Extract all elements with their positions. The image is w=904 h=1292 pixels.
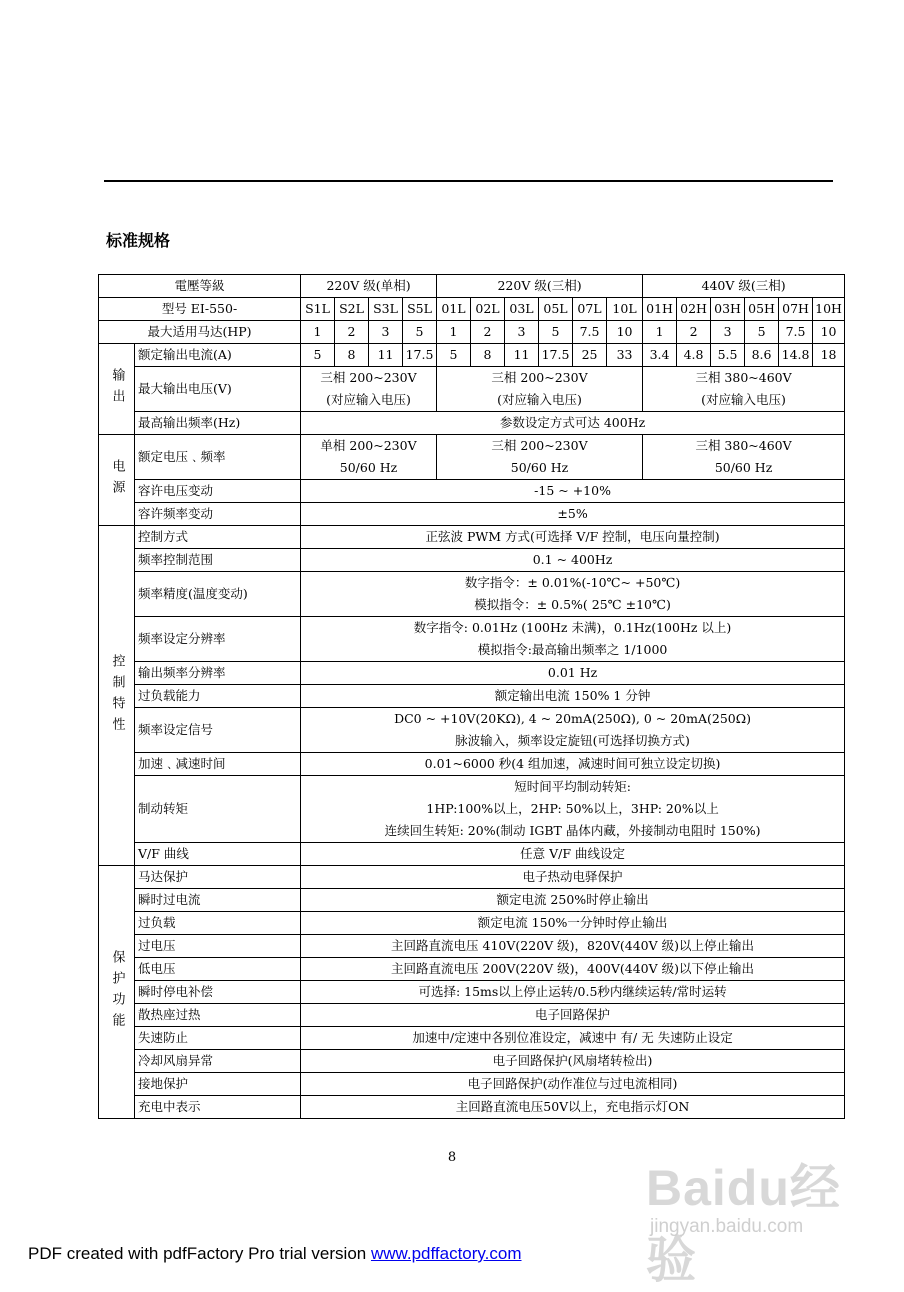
overload-label: 过负载能力 xyxy=(135,685,301,708)
model-cell: 02H xyxy=(677,298,711,321)
rated-current-cell: 3.4 xyxy=(643,344,677,367)
max-voltage-line1: 三相 380~460V xyxy=(695,370,792,385)
freq-signal-line2: 脉波输入，频率设定旋钮(可选择切换方式) xyxy=(455,733,690,748)
freq-res-value xyxy=(301,617,845,662)
power-section-label: 电源 xyxy=(99,435,135,526)
watermark-logo: Baidu经验 xyxy=(646,1160,841,1288)
vf-row xyxy=(99,843,845,866)
max-voltage-line2: (对应输入电压) xyxy=(497,392,582,407)
max-motor-cell: 1 xyxy=(437,321,471,344)
freq-signal-line1: DC0 ~ +10V(20KΩ), 4 ~ 20mA(250Ω), 0 ~ 20mA(250Ω) xyxy=(394,711,751,726)
top-rule xyxy=(104,180,833,182)
freq-res-digital: 数字指令: 0.01Hz (100Hz 未满)，0.1Hz(100Hz 以上) xyxy=(413,620,732,635)
max-voltage-label: 最大输出电压(V) xyxy=(135,367,301,412)
voltage-var-value: -15 ~ +10% xyxy=(301,480,845,503)
max-voltage-line1: 三相 200~230V xyxy=(491,370,588,385)
protection-value: 主回路直流电压50V以上，充电指示灯ON xyxy=(301,1096,845,1119)
power-rated-label: 额定电压﹑频率 xyxy=(135,435,301,480)
brake-label: 制动转矩 xyxy=(135,776,301,843)
model-cell: 05H xyxy=(745,298,779,321)
rated-current-cell: 14.8 xyxy=(779,344,813,367)
freq-accuracy-row xyxy=(99,572,845,617)
protection-value: 电子回路保护 xyxy=(301,1004,845,1027)
pdf-footer xyxy=(28,1244,522,1264)
voltage-class-label: 電壓等級 xyxy=(99,275,301,298)
rated-current-cell: 5.5 xyxy=(711,344,745,367)
freq-range-value: 0.1 ~ 400Hz xyxy=(301,549,845,572)
model-cell: 07H xyxy=(779,298,813,321)
max-motor-cell: 5 xyxy=(539,321,573,344)
protection-row xyxy=(99,981,845,1004)
brake-row xyxy=(99,776,845,843)
control-method-row xyxy=(99,526,845,549)
baidu-watermark xyxy=(640,1140,860,1288)
accel-value: 0.01~6000 秒(4 组加速，减速时间可独立设定切换) xyxy=(301,753,845,776)
out-freq-res-row xyxy=(99,662,845,685)
model-cell: 03L xyxy=(505,298,539,321)
protection-label: 散热座过热 xyxy=(135,1004,301,1027)
protection-row xyxy=(99,1050,845,1073)
rated-current-row xyxy=(99,344,845,367)
class-220-three: 220V 级(三相) xyxy=(437,275,643,298)
model-cell: 10H xyxy=(813,298,845,321)
protection-row xyxy=(99,889,845,912)
freq-range-label: 频率控制范围 xyxy=(135,549,301,572)
rated-current-cell: 18 xyxy=(813,344,845,367)
max-motor-cell: 10 xyxy=(607,321,643,344)
power-rated-line2: 50/60 Hz xyxy=(339,460,398,475)
freq-signal-value xyxy=(301,708,845,753)
protection-label: 过负载 xyxy=(135,912,301,935)
max-motor-cell: 7.5 xyxy=(573,321,607,344)
protection-row xyxy=(99,958,845,981)
overload-value: 额定输出电流 150% 1 分钟 xyxy=(301,685,845,708)
voltage-var-row xyxy=(99,480,845,503)
max-motor-cell: 7.5 xyxy=(779,321,813,344)
max-voltage-line2: (对应输入电压) xyxy=(326,392,411,407)
protection-label: 充电中表示 xyxy=(135,1096,301,1119)
model-cell: 05L xyxy=(539,298,573,321)
vf-label: V/F 曲线 xyxy=(135,843,301,866)
rated-current-cell: 5 xyxy=(301,344,335,367)
freq-accuracy-analog: 模拟指令：± 0.5%( 25℃ ±10℃) xyxy=(474,597,671,612)
max-motor-cell: 10 xyxy=(813,321,845,344)
protection-row xyxy=(99,1096,845,1119)
max-freq-value: 参数设定方式可达 400Hz xyxy=(301,412,845,435)
power-rated-220-three xyxy=(437,435,643,480)
model-cell: S5L xyxy=(403,298,437,321)
spec-table xyxy=(98,274,845,1119)
rated-current-cell: 17.5 xyxy=(403,344,437,367)
max-voltage-line2: (对应输入电压) xyxy=(701,392,786,407)
control-section-label: 控制特性 xyxy=(99,526,135,866)
protection-label: 接地保护 xyxy=(135,1073,301,1096)
max-voltage-440-three xyxy=(643,367,845,412)
power-rated-line1: 单相 200~230V xyxy=(320,438,417,453)
out-freq-res-label: 输出频率分辨率 xyxy=(135,662,301,685)
control-method-label: 控制方式 xyxy=(135,526,301,549)
vf-value: 任意 V/F 曲线设定 xyxy=(301,843,845,866)
brake-value xyxy=(301,776,845,843)
brake-line2: 1HP:100%以上，2HP: 50%以上，3HP: 20%以上 xyxy=(426,801,719,816)
power-rated-line2: 50/60 Hz xyxy=(510,460,569,475)
max-motor-cell: 2 xyxy=(677,321,711,344)
freq-accuracy-digital: 数字指令：± 0.01%(-10℃~ +50℃) xyxy=(464,575,681,590)
freq-var-value: ±5% xyxy=(301,503,845,526)
max-voltage-line1: 三相 200~230V xyxy=(320,370,417,385)
freq-var-label: 容许频率变动 xyxy=(135,503,301,526)
control-method-value: 正弦波 PWM 方式(可选择 V/F 控制，电压向量控制) xyxy=(301,526,845,549)
protection-value: 电子回路保护(动作准位与过电流相同) xyxy=(301,1073,845,1096)
watermark-url: jingyan.baidu.com xyxy=(650,1216,804,1237)
protection-label: 低电压 xyxy=(135,958,301,981)
model-cell: 01H xyxy=(643,298,677,321)
protection-value: 电子回路保护(风扇堵转检出) xyxy=(301,1050,845,1073)
section-title: 标准规格 xyxy=(106,231,171,250)
max-motor-cell: 1 xyxy=(301,321,335,344)
max-freq-row xyxy=(99,412,845,435)
model-cell: 01L xyxy=(437,298,471,321)
protection-value: 额定电流 250%时停止输出 xyxy=(301,889,845,912)
power-rated-220-single xyxy=(301,435,437,480)
model-cell: 02L xyxy=(471,298,505,321)
protection-label: 马达保护 xyxy=(135,866,301,889)
power-rated-440-three xyxy=(643,435,845,480)
protection-value: 加速中/定速中各别位准设定，减速中 有/ 无 失速防止设定 xyxy=(301,1027,845,1050)
output-section-label: 输出 xyxy=(99,344,135,435)
max-motor-cell: 2 xyxy=(471,321,505,344)
protection-value: 额定电流 150%一分钟时停止输出 xyxy=(301,912,845,935)
brake-line3: 连续回生转矩: 20%(制动 IGBT 晶体内藏，外接制动电阻时 150%) xyxy=(384,823,761,838)
footer-text: PDF created with pdfFactory Pro trial version xyxy=(28,1244,371,1263)
max-motor-cell: 3 xyxy=(505,321,539,344)
rated-current-cell: 5 xyxy=(437,344,471,367)
rated-current-cell: 8 xyxy=(471,344,505,367)
rated-current-cell: 25 xyxy=(573,344,607,367)
protection-row xyxy=(99,935,845,958)
footer-link[interactable]: www.pdffactory.com xyxy=(370,1244,522,1263)
brake-line1: 短时间平均制动转矩: xyxy=(514,779,631,794)
model-cell: S2L xyxy=(335,298,369,321)
rated-current-cell: 17.5 xyxy=(539,344,573,367)
rated-current-cell: 11 xyxy=(369,344,403,367)
protection-value: 主回路直流电压 410V(220V 级)，820V(440V 级)以上停止输出 xyxy=(301,935,845,958)
model-label: 型号 EI-550- xyxy=(99,298,301,321)
protection-section-label: 保护功能 xyxy=(99,866,135,1119)
voltage-var-label: 容许电压变动 xyxy=(135,480,301,503)
voltage-class-row xyxy=(99,275,845,298)
freq-res-row xyxy=(99,617,845,662)
out-freq-res-value: 0.01 Hz xyxy=(301,662,845,685)
protection-value: 主回路直流电压 200V(220V 级)，400V(440V 级)以下停止输出 xyxy=(301,958,845,981)
rated-current-cell: 4.8 xyxy=(677,344,711,367)
freq-signal-row xyxy=(99,708,845,753)
protection-row xyxy=(99,866,845,889)
model-cell: S1L xyxy=(301,298,335,321)
max-motor-cell: 5 xyxy=(745,321,779,344)
max-motor-cell: 1 xyxy=(643,321,677,344)
freq-range-row xyxy=(99,549,845,572)
model-row xyxy=(99,298,845,321)
max-motor-cell: 3 xyxy=(711,321,745,344)
model-cell: 07L xyxy=(573,298,607,321)
model-cell: 10L xyxy=(607,298,643,321)
protection-label: 过电压 xyxy=(135,935,301,958)
protection-row xyxy=(99,912,845,935)
protection-row xyxy=(99,1073,845,1096)
rated-current-cell: 11 xyxy=(505,344,539,367)
rated-current-label: 额定输出电流(A) xyxy=(135,344,301,367)
protection-label: 失速防止 xyxy=(135,1027,301,1050)
max-motor-label: 最大适用马达(HP) xyxy=(99,321,301,344)
class-440-three: 440V 级(三相) xyxy=(643,275,845,298)
protection-row xyxy=(99,1004,845,1027)
max-voltage-220-three xyxy=(437,367,643,412)
max-motor-row xyxy=(99,321,845,344)
max-freq-label: 最高输出频率(Hz) xyxy=(135,412,301,435)
max-motor-cell: 3 xyxy=(369,321,403,344)
max-voltage-220-single xyxy=(301,367,437,412)
protection-value: 可选择: 15ms以上停止运转/0.5秒内继续运转/常时运转 xyxy=(301,981,845,1004)
power-rated-line2: 50/60 Hz xyxy=(714,460,773,475)
accel-label: 加速﹑减速时间 xyxy=(135,753,301,776)
power-rated-line1: 三相 200~230V xyxy=(491,438,588,453)
freq-accuracy-label: 频率精度(温度变动) xyxy=(135,572,301,617)
max-motor-cell: 5 xyxy=(403,321,437,344)
protection-value: 电子热动电驿保护 xyxy=(301,866,845,889)
power-rated-line1: 三相 380~460V xyxy=(695,438,792,453)
max-motor-cell: 2 xyxy=(335,321,369,344)
model-cell: S3L xyxy=(369,298,403,321)
accel-row xyxy=(99,753,845,776)
rated-current-cell: 33 xyxy=(607,344,643,367)
protection-label: 冷却风扇异常 xyxy=(135,1050,301,1073)
freq-res-label: 频率设定分辨率 xyxy=(135,617,301,662)
power-rated-row xyxy=(99,435,845,480)
protection-label: 瞬时停电补偿 xyxy=(135,981,301,1004)
rated-current-cell: 8 xyxy=(335,344,369,367)
freq-var-row xyxy=(99,503,845,526)
freq-res-analog: 模拟指令:最高输出频率之 1/1000 xyxy=(477,642,668,657)
rated-current-cell: 8.6 xyxy=(745,344,779,367)
model-cell: 03H xyxy=(711,298,745,321)
freq-accuracy-value xyxy=(301,572,845,617)
overload-row xyxy=(99,685,845,708)
max-voltage-row xyxy=(99,367,845,412)
page-number: 8 xyxy=(447,1150,457,1165)
protection-row xyxy=(99,1027,845,1050)
freq-signal-label: 频率设定信号 xyxy=(135,708,301,753)
protection-label: 瞬时过电流 xyxy=(135,889,301,912)
class-220-single: 220V 级(单相) xyxy=(301,275,437,298)
